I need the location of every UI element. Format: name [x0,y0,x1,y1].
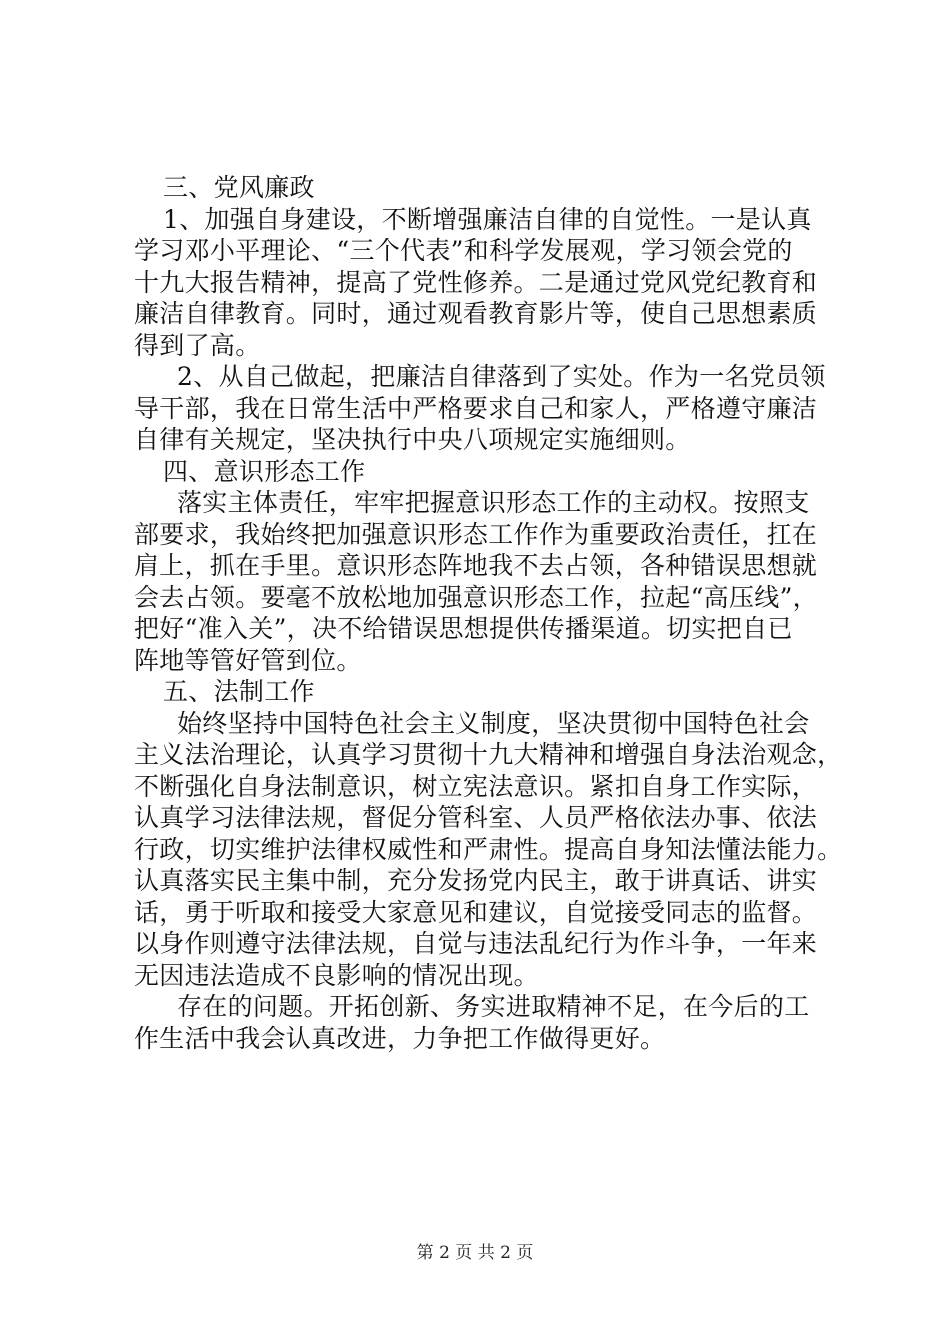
heading-section-5: 五、法制工作 [163,677,315,706]
paragraph-line: 得到了高。 [134,330,261,360]
paragraph-line: 认真落实民主集中制，充分发扬党内民主，敢于讲真话、讲实 [134,866,818,895]
heading-section-4: 四、意识形态工作 [163,456,366,486]
paragraph-line: 认真学习法律法规，督促分管科室、人员严格依法办事、依法 [134,803,818,832]
paragraph-line: 行政，切实维护法律权威性和严肃性。提高自身知法懂法能力。 [134,834,843,864]
paragraph-line: 不断强化自身法制意识，树立宪法意识。紧扣自身工作实际， [134,771,818,801]
paragraph-line: 始终坚持中国特色社会主义制度，坚决贯彻中国特色社会 [177,708,810,738]
page-number-footer: 第 2 页 共 2 页 [416,1243,534,1263]
heading-section-3: 三、党风廉政 [163,173,315,202]
paragraph-line: 把好“准入关”，决不给错误思想提供传播渠道。切实把自已 [134,614,793,643]
paragraph-line: 阵地等管好管到位。 [134,645,362,675]
paragraph-line: 肩上，抓在手里。意识形态阵地我不去占领，各种错误思想就 [134,551,818,580]
paragraph-line: 主义法治理论，认真学习贯彻十九大精神和增强自身法治观念， [134,740,843,769]
paragraph-line: 学习邓小平理论、“三个代表”和科学发展观，学习领会党的 [134,236,793,265]
paragraph-line: 话，勇于听取和接受大家意见和建议，自觉接受同志的监督。 [134,897,818,927]
paragraph-line: 存在的问题。开拓创新、务实进取精神不足，在今后的工 [177,992,810,1021]
paragraph-line: 2、从自己做起，把廉洁自律落到了实处。作为一名党员领 [177,362,826,391]
paragraph-line: 以身作则遵守法律法规，自觉与违法乱纪行为作斗争，一年来 [134,929,818,958]
paragraph-line: 1、加强自身建设，不断增强廉洁自律的自觉性。一是认真 [163,204,812,234]
paragraph-line: 十九大报告精神，提高了党性修养。二是通过党风党纪教育和 [134,267,818,297]
paragraph-line: 部要求，我始终把加强意识形态工作作为重要政治责任，扛在 [134,519,818,549]
document-body [134,172,843,1054]
paragraph-line: 无因违法造成不良影响的情况出现。 [134,960,539,990]
paragraph-line: 导干部，我在日常生活中严格要求自己和家人，严格遵守廉洁 [134,393,818,423]
paragraph-line: 作生活中我会认真改进，力争把工作做得更好。 [134,1023,666,1053]
paragraph-line: 会去占领。要毫不放松地加强意识形态工作，拉起“高压线”， [134,582,818,612]
paragraph-line: 自律有关规定，坚决执行中央八项规定实施细则。 [134,425,691,454]
paragraph-line: 落实主体责任，牢牢把握意识形态工作的主动权。按照支 [177,488,810,517]
paragraph-line: 廉洁自律教育。同时，通过观看教育影片等，使自己思想素质 [134,299,818,328]
